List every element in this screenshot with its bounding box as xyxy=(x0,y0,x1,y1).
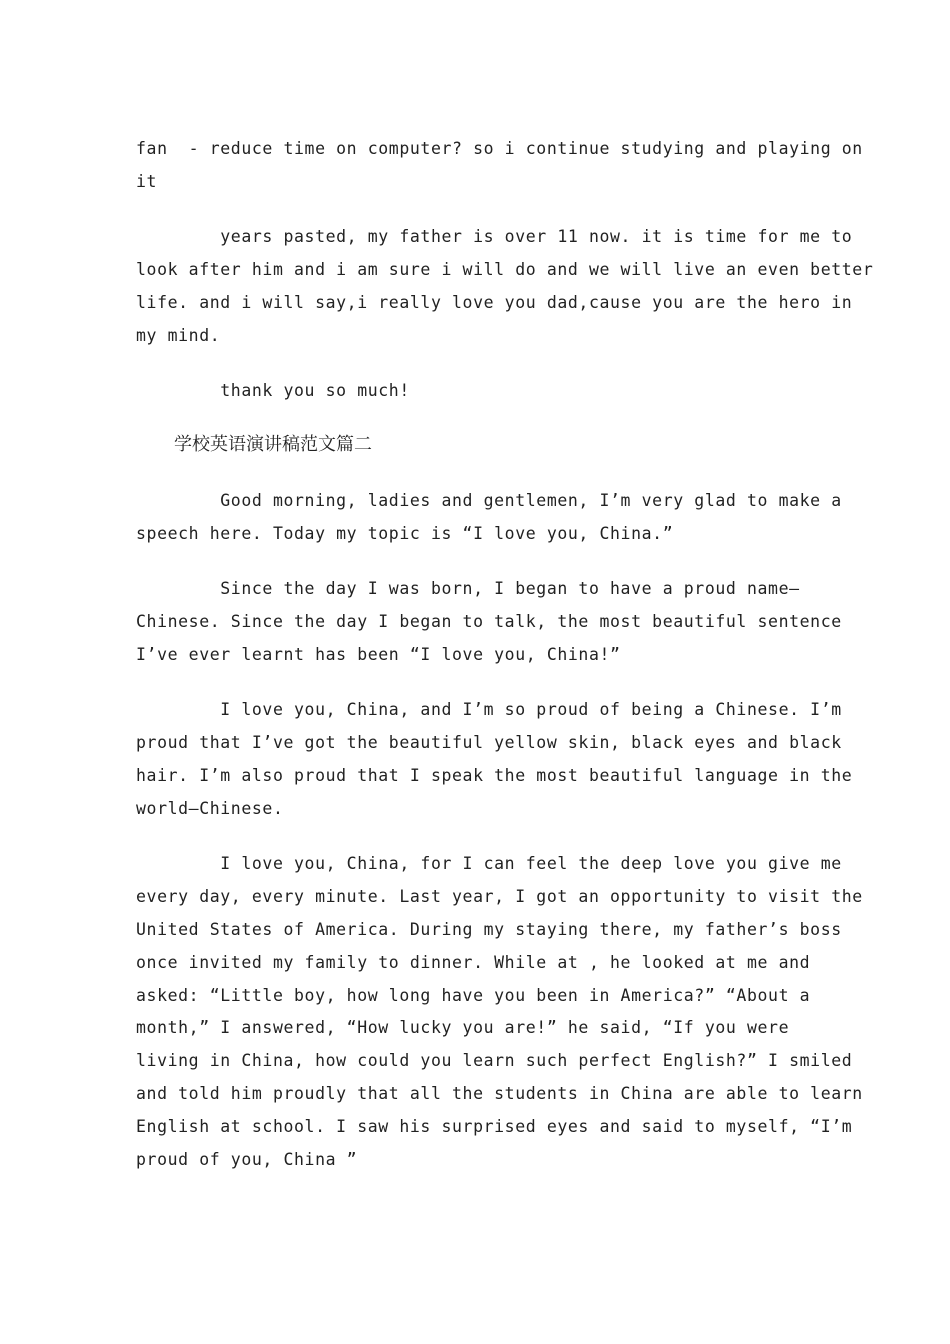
text-line: thank you so much! xyxy=(136,381,410,400)
text-line: United States of America. During my staying there, my father’s boss xyxy=(136,920,842,939)
text-line: fan - reduce time on computer? so i continue studying and playing on xyxy=(136,139,863,158)
text-line: proud of you, China ” xyxy=(136,1150,358,1169)
text-line: hair. I’m also proud that I speak the most beautiful language in the xyxy=(136,766,853,785)
text-line: life. and i will say,i really love you dad,cause you are the hero in xyxy=(136,293,853,312)
text-line: month,” I answered, “How lucky you are!” he said, “If you were xyxy=(136,1018,790,1037)
text-line: Good morning, ladies and gentlemen, I’m very glad to make a xyxy=(136,491,842,510)
text-line: Chinese. Since the day I began to talk, the most beautiful sentence xyxy=(136,612,842,631)
text-line: world—Chinese. xyxy=(136,799,284,818)
text-line: look after him and i am sure i will do and we will live an even better xyxy=(136,260,874,279)
text-line: once invited my family to dinner. While at , he looked at me and xyxy=(136,953,811,972)
text-line: my mind. xyxy=(136,326,221,345)
text-line: speech here. Today my topic is “I love you, China.” xyxy=(136,524,674,543)
text-line: Since the day I was born, I began to have a proud name— xyxy=(136,579,800,598)
text-line: I’ve ever learnt has been “I love you, China!” xyxy=(136,645,621,664)
text-line: living in China, how could you learn such perfect English?” I smiled xyxy=(136,1051,853,1070)
text-line: proud that I’ve got the beautiful yellow skin, black eyes and black xyxy=(136,733,842,752)
text-line: I love you, China, and I’m so proud of being a Chinese. I’m xyxy=(136,700,842,719)
text-line: and told him proudly that all the students in China are able to learn xyxy=(136,1084,863,1103)
text-line: it xyxy=(136,172,158,191)
section-heading: 学校英语演讲稿范文篇二 xyxy=(174,434,372,455)
text-line: asked: “Little boy, how long have you been in America?” “About a xyxy=(136,986,811,1005)
text-line: years pasted, my father is over 11 now. it is time for me to xyxy=(136,227,853,246)
text-line: every day, every minute. Last year, I got an opportunity to visit the xyxy=(136,887,863,906)
text-line: English at school. I saw his surprised eyes and said to myself, “I’m xyxy=(136,1117,853,1136)
text-line: I love you, China, for I can feel the deep love you give me xyxy=(136,854,842,873)
